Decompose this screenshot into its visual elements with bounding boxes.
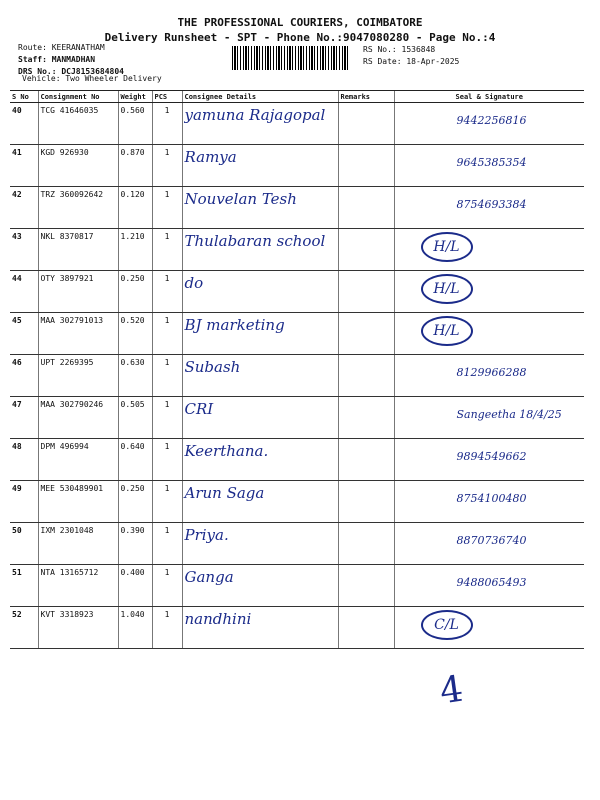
row-sno: 49 (10, 481, 38, 523)
row-consignment-no: KVT 3318923 (38, 607, 118, 649)
staff-label: Staff: MANMADHAN (18, 55, 96, 64)
row-consignee-handwriting: Arun Saga (184, 484, 265, 502)
table-row (10, 439, 584, 481)
row-seal-circle: H/L (421, 274, 473, 304)
row-signature-text: 8129966288 (456, 366, 527, 379)
row-consignee-handwriting: nandhini (184, 610, 252, 628)
row-consignment-no: NKL 8370817 (38, 229, 118, 271)
row-signature-text: 8754100480 (456, 492, 527, 505)
row-consignment-no: MEE 530489901 (38, 481, 118, 523)
row-consignee-cell (182, 481, 338, 523)
row-remarks (338, 607, 394, 649)
row-remarks (338, 313, 394, 355)
row-signature-text: 9894549662 (456, 450, 527, 463)
row-remarks (338, 439, 394, 481)
row-consignee-cell (182, 187, 338, 229)
row-consignment-no: DPM 496994 (38, 439, 118, 481)
runsheet-subtitle: Delivery Runsheet - SPT - Phone No.:9047080280 - Page No.:4 (104, 31, 496, 44)
row-sno: 48 (10, 439, 38, 481)
row-consignment-no: KGD 926930 (38, 145, 118, 187)
handwritten-page-number: 4 (437, 668, 466, 713)
row-consignee-cell (182, 439, 338, 481)
row-remarks (338, 271, 394, 313)
row-pcs: 1 (152, 523, 182, 565)
row-consignee-cell (182, 397, 338, 439)
table-row (10, 355, 584, 397)
row-sno: 45 (10, 313, 38, 355)
row-pcs: 1 (152, 481, 182, 523)
row-consignee-handwriting: CRI (184, 400, 214, 418)
row-sno: 51 (10, 565, 38, 607)
table-row (10, 397, 584, 439)
col-signature: Seal & Signature (394, 91, 584, 103)
row-consignee-handwriting: BJ marketing (184, 316, 285, 334)
row-seal-circle: H/L (421, 232, 473, 262)
row-consignee-cell (182, 523, 338, 565)
row-signature-cell (394, 187, 584, 229)
row-remarks (338, 523, 394, 565)
row-consignment-no: MAA 302790246 (38, 397, 118, 439)
col-pcs: PCS (152, 91, 182, 103)
row-signature-text: 8754693384 (456, 198, 527, 211)
row-signature-cell (394, 145, 584, 187)
table-row (10, 103, 584, 145)
row-weight: 0.390 (118, 523, 152, 565)
row-sno: 52 (10, 607, 38, 649)
row-weight: 0.400 (118, 565, 152, 607)
row-signature-cell (394, 481, 584, 523)
row-sno: 40 (10, 103, 38, 145)
row-consignee-handwriting: Subash (184, 358, 241, 376)
row-consignee-cell (182, 313, 338, 355)
table-row (10, 607, 584, 649)
row-weight: 0.250 (118, 271, 152, 313)
row-remarks (338, 145, 394, 187)
row-signature-cell (394, 607, 584, 649)
row-remarks (338, 565, 394, 607)
table-row (10, 145, 584, 187)
row-consignee-handwriting: yamuna Rajagopal (184, 106, 326, 124)
row-weight: 0.120 (118, 187, 152, 229)
row-signature-cell (394, 397, 584, 439)
row-seal-circle: H/L (421, 316, 473, 346)
row-consignee-cell (182, 607, 338, 649)
row-pcs: 1 (152, 607, 182, 649)
row-consignment-no: TCG 41646035 (38, 103, 118, 145)
row-signature-text: Sangeetha 18/4/25 (456, 408, 562, 421)
row-pcs: 1 (152, 355, 182, 397)
row-consignee-handwriting: Priya. (184, 526, 229, 544)
col-sno: S No (10, 91, 38, 103)
row-signature-cell (394, 523, 584, 565)
row-pcs: 1 (152, 271, 182, 313)
row-signature-cell (394, 355, 584, 397)
row-pcs: 1 (152, 103, 182, 145)
row-signature-text: 9645385354 (456, 156, 527, 169)
row-consignment-no: IXM 2301048 (38, 523, 118, 565)
table-row (10, 271, 584, 313)
row-remarks (338, 229, 394, 271)
row-remarks (338, 187, 394, 229)
row-weight: 0.630 (118, 355, 152, 397)
row-weight: 0.560 (118, 103, 152, 145)
row-weight: 0.250 (118, 481, 152, 523)
col-consignment: Consignment No (38, 91, 118, 103)
row-signature-cell (394, 313, 584, 355)
row-weight: 0.640 (118, 439, 152, 481)
route-label: Route: KEERANATHAM (18, 43, 105, 52)
col-consignee: Consignee Details (182, 91, 338, 103)
row-consignee-cell (182, 103, 338, 145)
runsheet-title: THE PROFESSIONAL COURIERS, COIMBATORE (177, 16, 423, 29)
row-sno: 44 (10, 271, 38, 313)
table-row (10, 229, 584, 271)
barcode (232, 46, 350, 70)
row-consignment-no: MAA 302791013 (38, 313, 118, 355)
row-sno: 42 (10, 187, 38, 229)
table-row (10, 481, 584, 523)
row-pcs: 1 (152, 397, 182, 439)
table-row (10, 313, 584, 355)
row-sno: 41 (10, 145, 38, 187)
row-consignee-cell (182, 355, 338, 397)
row-signature-cell (394, 229, 584, 271)
row-pcs: 1 (152, 187, 182, 229)
row-consignment-no: OTY 3897921 (38, 271, 118, 313)
table-row (10, 187, 584, 229)
row-signature-cell (394, 103, 584, 145)
runsheet-table (10, 90, 584, 649)
row-seal-circle: C/L (421, 610, 473, 640)
row-remarks (338, 397, 394, 439)
row-pcs: 1 (152, 439, 182, 481)
row-signature-cell (394, 439, 584, 481)
row-consignee-cell (182, 145, 338, 187)
drs-label: DRS No.: DCJ8153684804 (18, 67, 124, 76)
row-weight: 1.210 (118, 229, 152, 271)
row-consignee-cell (182, 229, 338, 271)
row-signature-cell (394, 565, 584, 607)
row-weight: 0.520 (118, 313, 152, 355)
row-signature-text: 9442256816 (456, 114, 527, 127)
row-signature-cell (394, 271, 584, 313)
row-pcs: 1 (152, 145, 182, 187)
route-block (18, 42, 124, 78)
row-consignment-no: TRZ 360092642 (38, 187, 118, 229)
col-remarks: Remarks (338, 91, 394, 103)
rs-block (363, 44, 459, 68)
row-consignee-handwriting: Thulabaran school (184, 232, 326, 250)
row-consignee-handwriting: Ramya (184, 148, 237, 166)
row-consignee-handwriting: Keerthana. (184, 442, 269, 460)
rs-date: RS Date: 18-Apr-2025 (363, 57, 460, 66)
row-weight: 1.040 (118, 607, 152, 649)
row-consignee-cell (182, 271, 338, 313)
table-row (10, 565, 584, 607)
row-consignee-handwriting: Ganga (184, 568, 234, 586)
row-weight: 0.505 (118, 397, 152, 439)
row-consignee-handwriting: Nouvelan Tesh (184, 190, 297, 208)
row-pcs: 1 (152, 313, 182, 355)
row-consignee-cell (182, 565, 338, 607)
table-header-row (10, 91, 584, 103)
row-pcs: 1 (152, 565, 182, 607)
row-sno: 50 (10, 523, 38, 565)
row-consignment-no: NTA 13165712 (38, 565, 118, 607)
row-remarks (338, 355, 394, 397)
row-consignment-no: UPT 2269395 (38, 355, 118, 397)
col-weight: Weight (118, 91, 152, 103)
table-row (10, 523, 584, 565)
row-pcs: 1 (152, 229, 182, 271)
row-remarks (338, 481, 394, 523)
row-sno: 46 (10, 355, 38, 397)
vehicle-label: Vehicle: Two Wheeler Delivery (22, 74, 162, 83)
row-consignee-handwriting: do (184, 274, 204, 292)
rs-number: RS No.: 1536848 (363, 45, 436, 54)
row-weight: 0.870 (118, 145, 152, 187)
row-sno: 43 (10, 229, 38, 271)
row-signature-text: 8870736740 (456, 534, 527, 547)
row-signature-text: 9488065493 (456, 576, 527, 589)
row-remarks (338, 103, 394, 145)
row-sno: 47 (10, 397, 38, 439)
